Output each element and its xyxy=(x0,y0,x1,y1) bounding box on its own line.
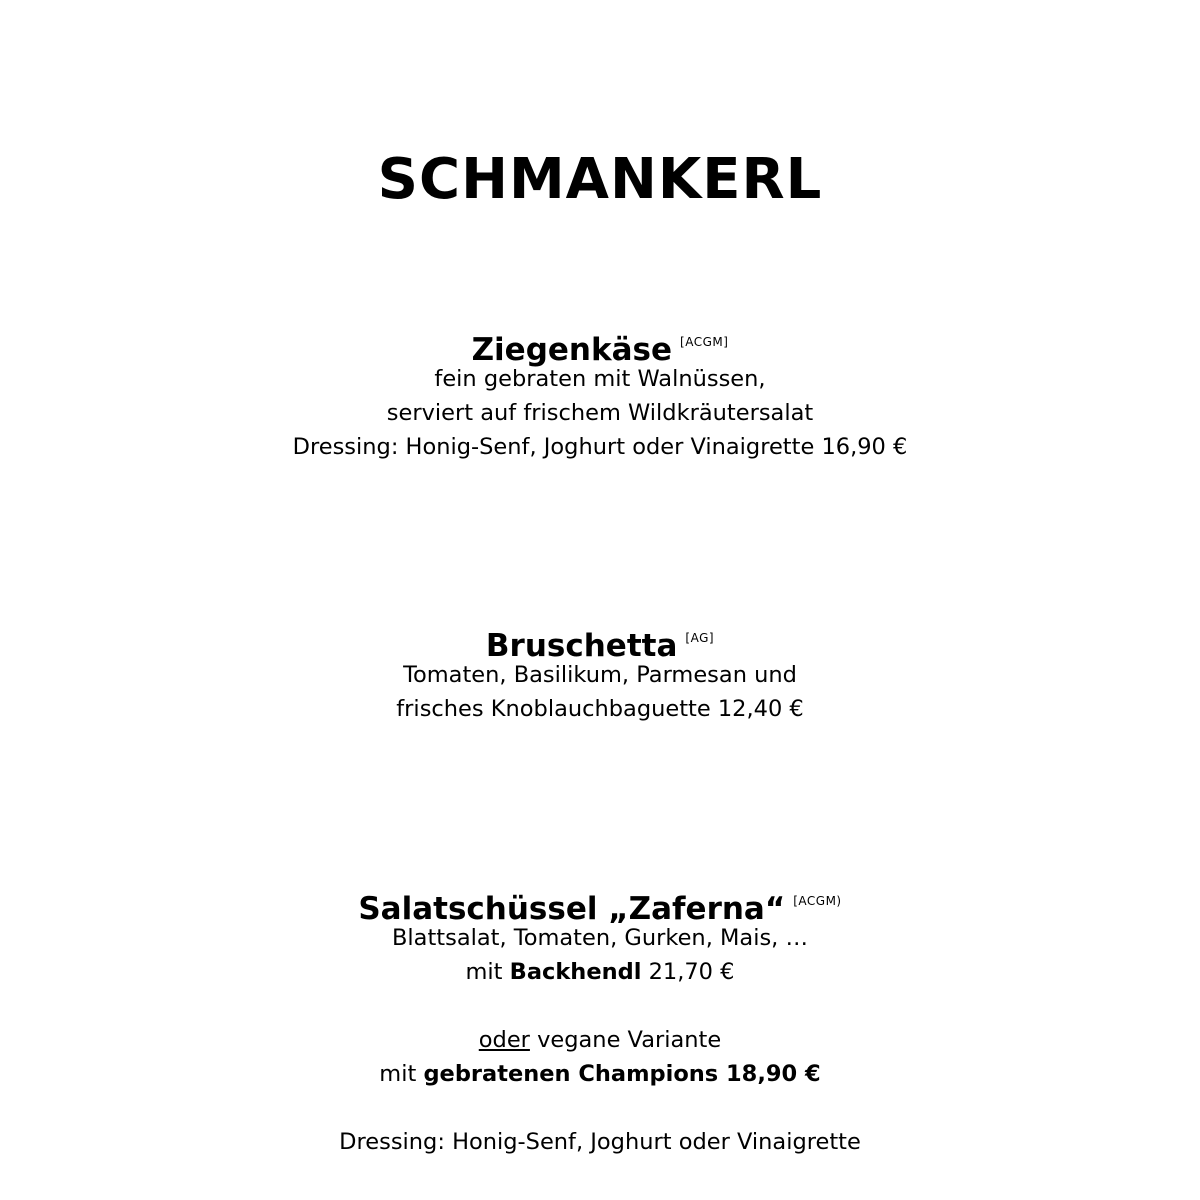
dish-name xyxy=(0,322,1200,368)
dish-description-line: Blattsalat, Tomaten, Gurken, Mais, … xyxy=(392,925,808,951)
dish-name-text: Ziegenkäse xyxy=(471,332,673,368)
vegan-or: oder xyxy=(478,1027,530,1053)
dish-bruschetta xyxy=(0,618,1200,726)
vegan-rest: vegane Variante xyxy=(537,1027,722,1053)
dish-name-text: Salatschüssel „Zaferna“ xyxy=(358,891,786,927)
dish-ziegenkaese xyxy=(0,322,1200,464)
allergen-codes: [ACGM) xyxy=(793,894,842,908)
dish-description-line: frisches Knoblauchbaguette 12,40 € xyxy=(396,696,804,722)
dish-salatschuessel xyxy=(0,881,1200,1159)
page-title: SCHMANKERL xyxy=(377,147,823,212)
dish-description-line: fein gebraten mit Walnüssen, xyxy=(434,366,766,392)
backhendl-line xyxy=(0,955,1200,989)
backhendl-price: 21,70 € xyxy=(648,959,735,985)
spacer xyxy=(0,1091,1200,1125)
vegan-line xyxy=(0,1023,1200,1057)
dish-description-line: Dressing: Honig-Senf, Joghurt oder Vinaigrette 16,90 € xyxy=(292,434,908,460)
champions-line xyxy=(0,1057,1200,1091)
champions-prefix: mit xyxy=(379,1061,417,1087)
spacer xyxy=(0,989,1200,1023)
allergen-codes: [ACGM] xyxy=(680,335,729,349)
champions-bold: gebratenen Champions 18,90 € xyxy=(423,1061,821,1087)
backhendl-bold: Backhendl xyxy=(509,959,642,985)
dish-name xyxy=(0,618,1200,664)
dish-name xyxy=(0,881,1200,927)
dish-name-text: Bruschetta xyxy=(485,628,678,664)
dish-description-line: serviert auf frischem Wildkräutersalat xyxy=(386,400,814,426)
dish-description-line: Tomaten, Basilikum, Parmesan und xyxy=(403,662,797,688)
backhendl-prefix: mit xyxy=(465,959,503,985)
dressing-line: Dressing: Honig-Senf, Joghurt oder Vinaigrette xyxy=(339,1129,861,1155)
allergen-codes: [AG] xyxy=(685,631,715,645)
